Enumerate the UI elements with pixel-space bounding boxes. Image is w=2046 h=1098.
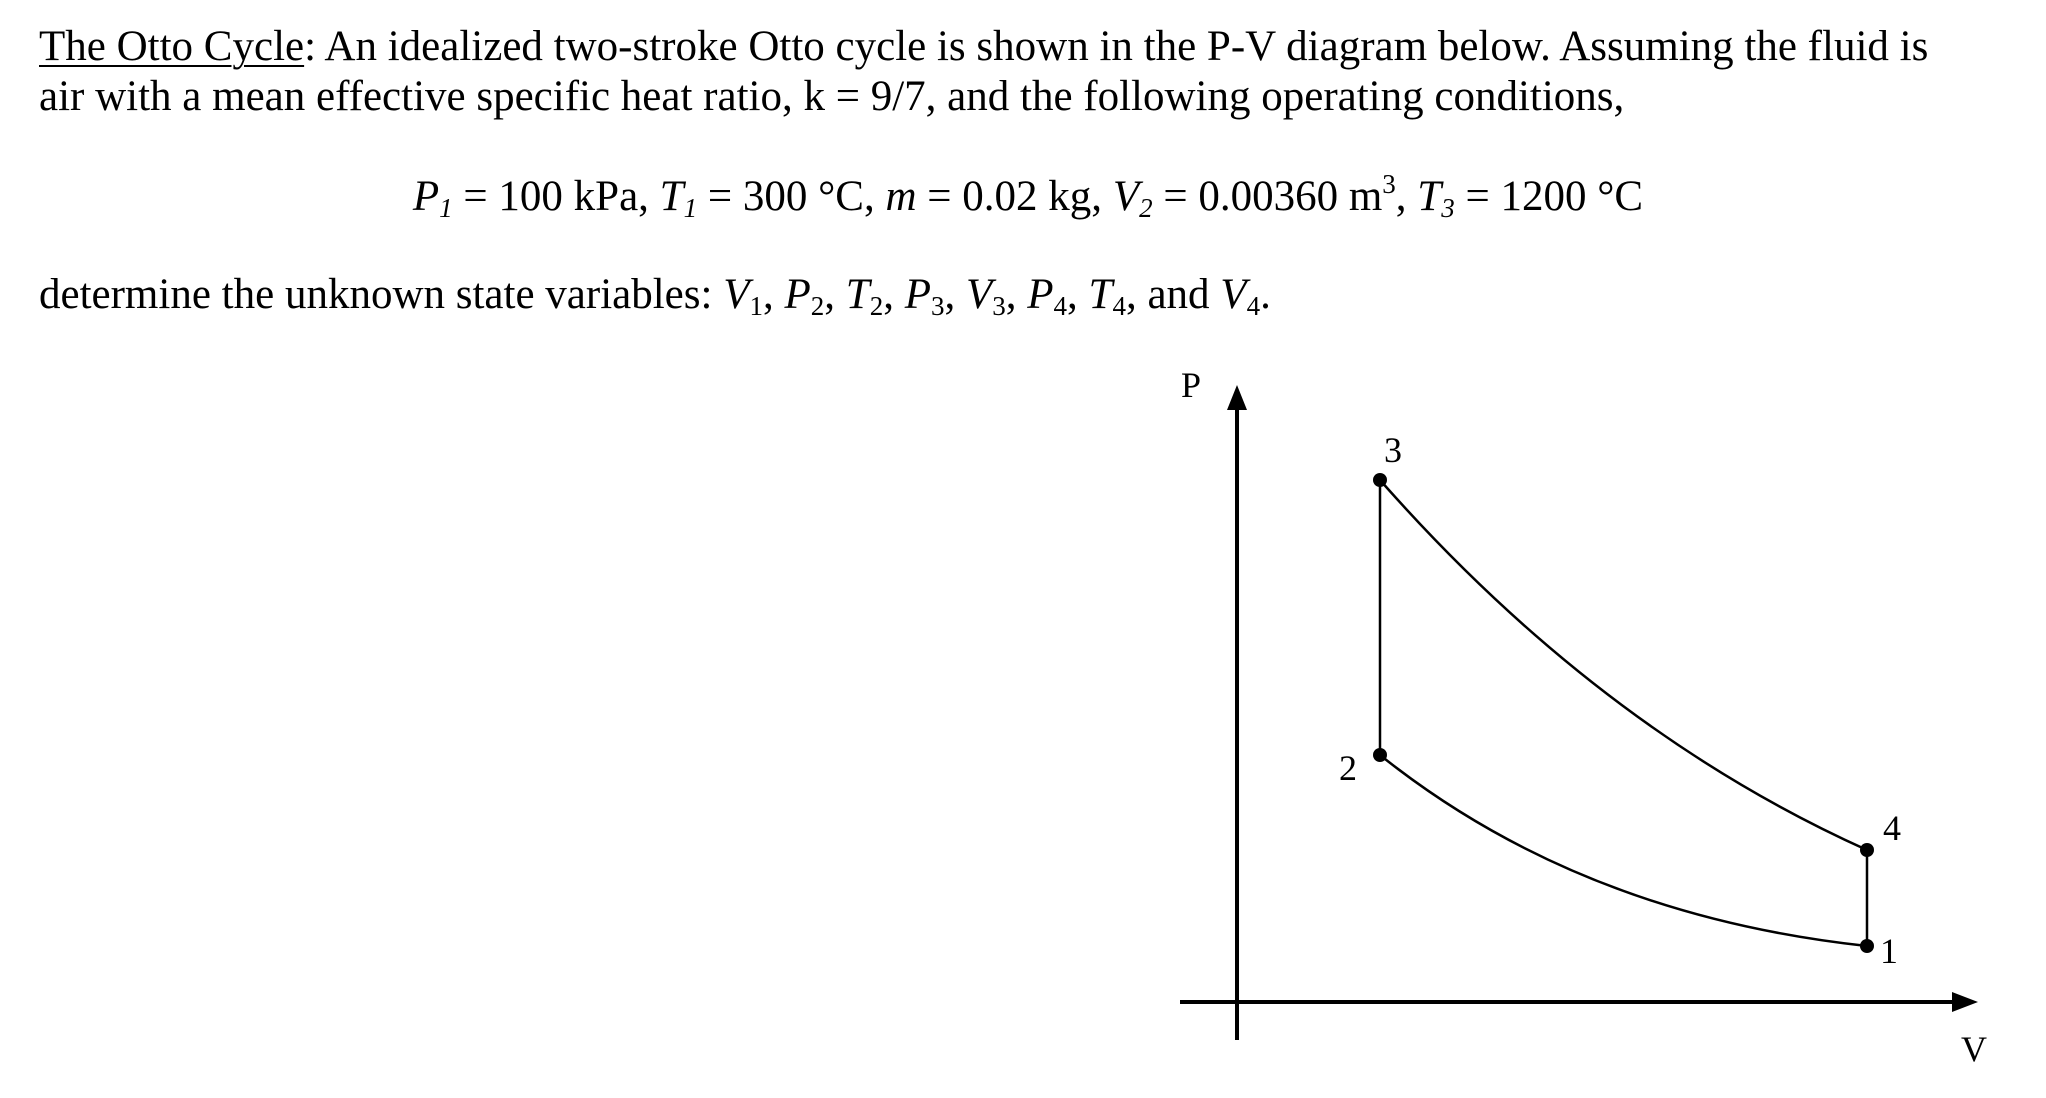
- separator: ,: [762, 271, 785, 318]
- m-symbol: m: [885, 173, 917, 220]
- unknown-variable-subscript: 4: [1246, 291, 1261, 321]
- y-axis-arrowhead: [1227, 385, 1247, 410]
- expansion-curve-3-4: [1380, 480, 1867, 850]
- unknown-variable-symbol: V: [723, 271, 750, 318]
- x-axis-arrowhead: [1952, 992, 1978, 1012]
- v2-symbol: V: [1112, 173, 1140, 220]
- t3-subscript: 3: [1441, 193, 1455, 223]
- unknown-variable-subscript: 2: [810, 291, 825, 321]
- separator: .: [1260, 271, 1271, 318]
- unknown-variable-symbol: P: [1027, 271, 1054, 318]
- separator: ,: [883, 271, 905, 318]
- separator: ,: [944, 271, 966, 318]
- problem-title: The Otto Cycle: [39, 23, 305, 70]
- unknown-variable-subscript: 4: [1053, 291, 1068, 321]
- compression-curve-1-2: [1380, 755, 1867, 946]
- state-point-3: [1373, 473, 1387, 487]
- unknown-variable-symbol: V: [1220, 271, 1247, 318]
- x-axis-label: V: [1961, 1029, 1987, 1069]
- state-point-2: [1373, 748, 1387, 762]
- unknown-variable-symbol: T: [1088, 271, 1113, 318]
- t3-value: = 1200 °C: [1454, 173, 1644, 220]
- unknown-variable-symbol: P: [784, 271, 811, 318]
- unknown-variable-subscript: 3: [930, 291, 945, 321]
- intro-line-2: air with a mean effective specific heat ratio, k = 9/7, and the following operating conditions,: [39, 73, 1625, 120]
- unknown-variable-subscript: 2: [869, 291, 884, 321]
- m-value: = 0.02 kg,: [916, 173, 1113, 220]
- state-label-4: 4: [1883, 808, 1901, 848]
- state-label-3: 3: [1384, 430, 1402, 470]
- v2-value: = 0.00360 m: [1152, 173, 1383, 220]
- state-point-4: [1860, 843, 1874, 857]
- state-label-2: 2: [1339, 748, 1357, 788]
- state-label-1: 1: [1880, 931, 1898, 971]
- v2-unit-exponent: 3: [1382, 169, 1396, 199]
- unknown-variable-subscript: 4: [1112, 291, 1126, 321]
- v2-subscript: 2: [1139, 193, 1153, 223]
- t1-value: = 300 °C,: [697, 173, 886, 220]
- t1-symbol: T: [659, 173, 684, 220]
- separator: ,: [824, 271, 846, 318]
- t1-subscript: 1: [683, 193, 698, 223]
- p1-subscript: 1: [439, 193, 453, 223]
- unknown-variable-symbol: T: [845, 271, 870, 318]
- state-point-1: [1860, 939, 1874, 953]
- y-axis-label: P: [1181, 365, 1202, 405]
- and-word: and: [1147, 271, 1221, 318]
- unknown-variable-symbol: V: [965, 271, 993, 318]
- p1-value: = 100 kPa,: [452, 173, 660, 220]
- task-lead: determine the unknown state variables:: [39, 271, 724, 318]
- unknown-variable-subscript: 3: [992, 291, 1006, 321]
- intro-line-1: : An idealized two-stroke Otto cycle is shown in the P-V diagram below. Assuming the fluid is: [304, 23, 1929, 70]
- unknown-variable-symbol: P: [904, 271, 931, 318]
- separator: ,: [1067, 271, 1089, 318]
- separator: ,: [1125, 271, 1148, 318]
- separator: ,: [1395, 173, 1418, 220]
- separator: ,: [1005, 271, 1028, 318]
- unknown-variable-subscript: 1: [749, 291, 763, 321]
- t3-symbol: T: [1417, 173, 1442, 220]
- p1-symbol: P: [412, 173, 440, 220]
